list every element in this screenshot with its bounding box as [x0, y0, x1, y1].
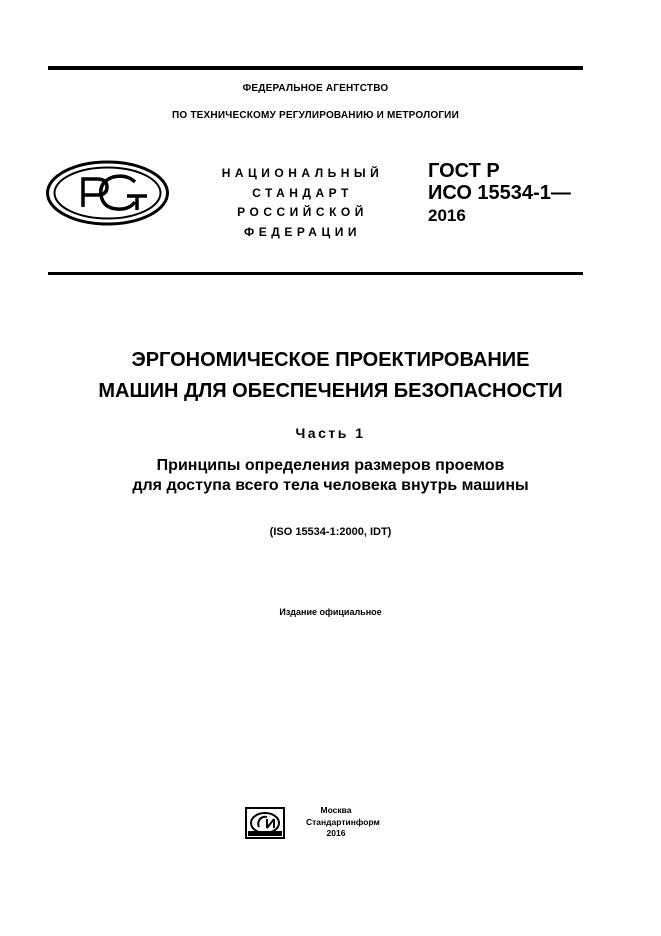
national-standard-line: НАЦИОНАЛЬНЫЙ [221, 166, 384, 180]
edition-label: Издание официальное [279, 607, 382, 617]
publisher-year: 2016 [326, 828, 346, 838]
title-line1: ЭРГОНОМИЧЕСКОЕ ПРОЕКТИРОВАНИЕ [131, 349, 530, 371]
national-standard-label [205, 164, 400, 242]
rst-certification-mark-icon [45, 160, 170, 226]
title-line2: МАШИН ДЛЯ ОБЕСПЕЧЕНИЯ БЕЗОПАСНОСТИ [98, 380, 563, 402]
national-standard-line: СТАНДАРТ [252, 185, 353, 200]
agency-name-line1: ФЕДЕРАЛЬНОЕ АГЕНТСТВО [242, 83, 389, 94]
agency-name-line2: ПО ТЕХНИЧЕСКОМУ РЕГУЛИРОВАНИЮ И МЕТРОЛОГИИ [172, 110, 459, 121]
document-subtitle [0, 456, 661, 496]
iso-reference: (ISO 15534-1:2000, IDT) [269, 526, 392, 538]
document-title [0, 345, 661, 407]
standard-designation [428, 160, 571, 228]
designation-year: 2016 [428, 206, 466, 225]
designation-line2: ИСО 15534-1— [428, 182, 571, 204]
top-divider [48, 66, 583, 70]
publisher-info [306, 805, 380, 840]
subtitle-line2: для доступа всего тела человека внутрь машины [132, 477, 529, 494]
part-label: Часть 1 [295, 425, 366, 441]
publisher-city: Москва [320, 805, 352, 815]
national-standard-line: ФЕДЕРАЦИИ [244, 224, 361, 239]
standartinform-logo-icon [245, 807, 285, 839]
middle-divider [48, 272, 583, 275]
publisher-name: Стандартинформ [306, 816, 380, 827]
subtitle-line1: Принципы определения размеров проемов [156, 457, 505, 474]
designation-line1: ГОСТ Р [428, 160, 500, 182]
national-standard-line: РОССИЙСКОЙ [237, 205, 368, 219]
